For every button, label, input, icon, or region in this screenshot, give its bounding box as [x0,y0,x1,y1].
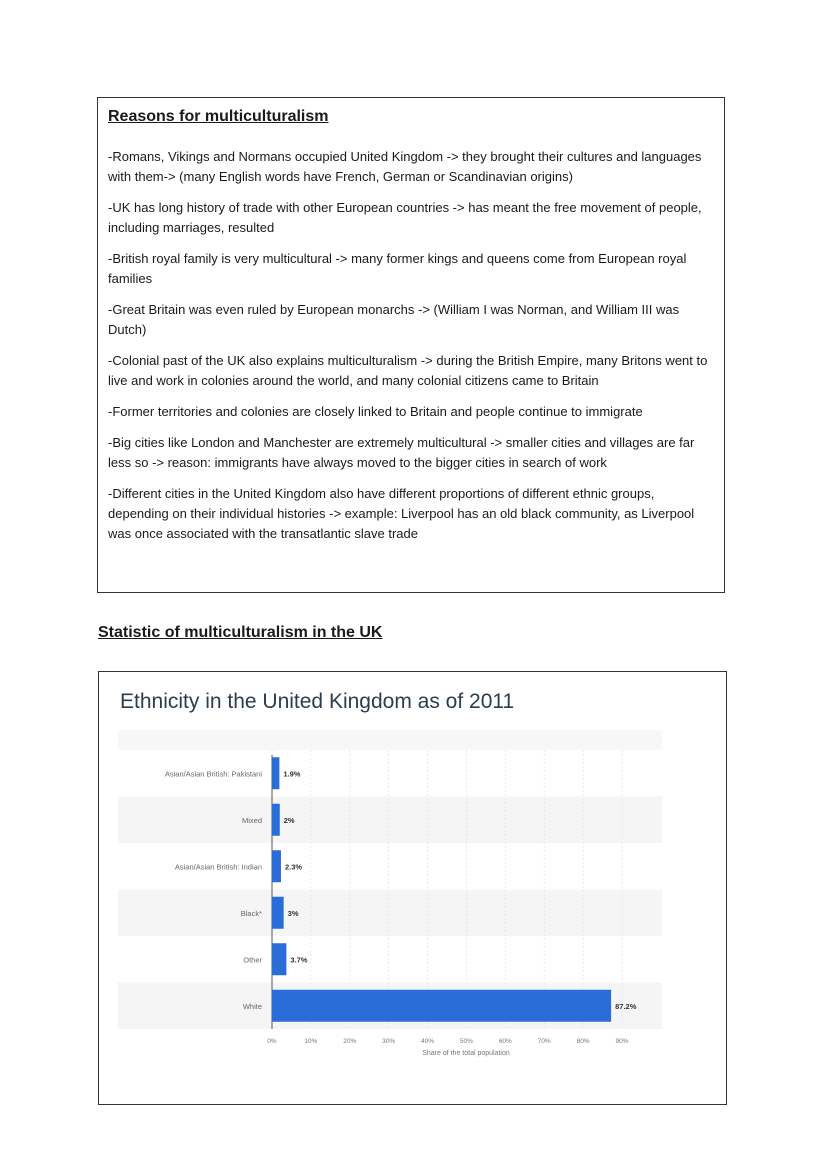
category-label: Other [243,955,262,965]
x-tick-label: 60% [498,1038,512,1045]
x-tick-label: 30% [382,1038,396,1045]
bar [272,804,280,836]
bar [272,757,279,789]
reason-item: -Big cities like London and Manchester are extremely multicultural -> smaller cities and villages are far less so -> reason: immigrants have always moved to the bigger cities in search of work [108,435,695,470]
reason-item: -Colonial past of the UK also explains multiculturalism -> during the British Empire, many Britons went to live and work in colonies around the world, and many colonial citizens came to Britain [108,353,708,388]
row-band [118,797,662,844]
plot-header-band [118,730,662,750]
data-label: 3% [287,908,299,918]
category-label: Mixed [241,815,262,825]
x-tick-label: 80% [576,1038,590,1045]
reason-item: -Great Britain was even ruled by European monarchs -> (William I was Norman, and William III was Dutch) [108,302,680,337]
x-tick-label: 10% [304,1038,318,1045]
x-tick-label: 90% [615,1038,629,1045]
statistic-heading: Statistic of multiculturalism in the UK [98,624,383,641]
reason-item: -Romans, Vikings and Normans occupied United Kingdom -> they brought their cultures and languages with them-> (many English words have French, German or Scandinavian origins) [108,149,702,184]
category-label: White [242,1001,262,1011]
category-label: Asian/Asian British: Pakistani [164,769,262,779]
reason-item: -Former territories and colonies are closely linked to Britain and people continue to immigrate [108,404,643,419]
x-tick-label: 40% [421,1038,435,1045]
data-label: 2% [283,815,295,825]
reason-item: -Different cities in the United Kingdom also have different proportions of different ethnic groups, depending on their individual histories -> example: Liverpool has an old black community, as Liverpool was once associated with the transatlantic slave trade [108,486,695,541]
data-label: 3.7% [290,955,308,965]
reason-item: -UK has long history of trade with other European countries -> has meant the free movement of people, including marriages, resulted [108,200,702,235]
bar [272,897,284,929]
chart-title: Ethnicity in the United Kingdom as of 2011 [120,690,515,713]
category-label: Asian/Asian British: Indian [174,862,262,872]
x-tick-label: 50% [459,1038,473,1045]
x-axis-label: Share of the total population [422,1050,510,1057]
row-band [118,936,662,983]
x-tick-label: 0% [267,1038,277,1045]
reasons-title: Reasons for multiculturalism [108,108,329,125]
bar [272,990,611,1022]
x-tick-label: 20% [343,1038,357,1045]
bar [272,943,286,975]
row-band [118,890,662,937]
data-label: 87.2% [615,1001,637,1011]
data-label: 1.9% [283,769,301,779]
data-label: 2.3% [284,862,303,872]
reason-item: -British royal family is very multicultural -> many former kings and queens come from European royal families [108,251,687,286]
bar [272,850,281,882]
category-label: Black* [240,908,262,918]
x-tick-label: 70% [537,1038,551,1045]
